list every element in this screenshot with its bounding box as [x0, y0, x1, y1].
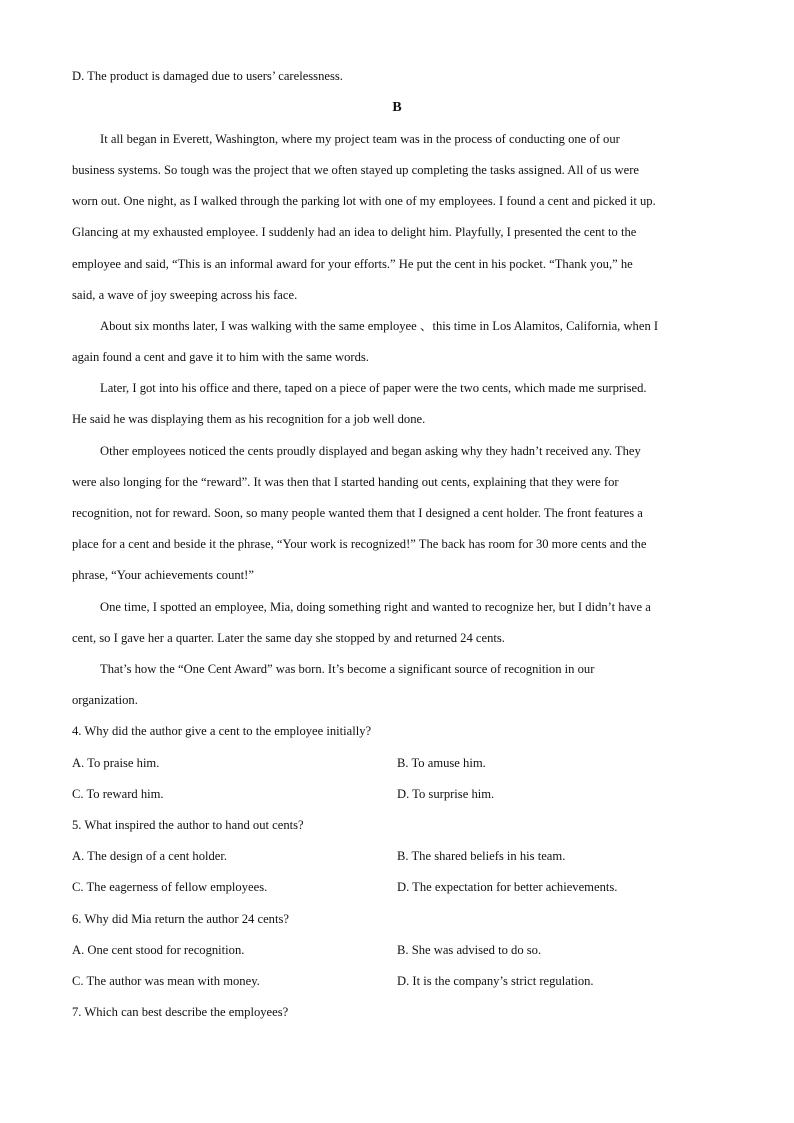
question-stem: 5. What inspired the author to hand out cents? [72, 818, 304, 832]
question-stem: 6. Why did Mia return the author 24 cents? [72, 912, 289, 926]
question-stem: 4. Why did the author give a cent to the employee initially? [72, 724, 372, 738]
passage-line: employee and said, “This is an informal award for your efforts.” He put the cent in his pocket. “Thank you,” he [72, 257, 633, 271]
passage-line: were also longing for the “reward”. It was then that I started handing out cents, explaining that they were for [72, 475, 619, 489]
passage-line: Later, I got into his office and there, taped on a piece of paper were the two cents, which made me surprised. [100, 381, 647, 395]
passage-line: business systems. So tough was the project that we often stayed up completing the tasks assigned. All of us were [72, 163, 639, 177]
option-d: D. The expectation for better achievements. [397, 880, 618, 894]
option-c: C. The author was mean with money. [72, 974, 260, 988]
previous-question-option-d: D. The product is damaged due to users’ carelessness. [72, 69, 343, 83]
passage-line: cent, so I gave her a quarter. Later the same day she stopped by and returned 24 cents. [72, 631, 505, 645]
option-b: B. She was advised to do so. [397, 943, 542, 957]
question-stem: 7. Which can best describe the employees? [72, 1005, 289, 1019]
option-d: D. It is the company’s strict regulation. [397, 974, 594, 988]
section-heading: B [392, 100, 402, 115]
passage-line: He said he was displaying them as his recognition for a job well done. [72, 412, 426, 426]
passage-line: One time, I spotted an employee, Mia, doing something right and wanted to recognize her, but I didn’t have a [100, 600, 651, 614]
passage-line: organization. [72, 693, 138, 707]
option-a: A. To praise him. [72, 756, 160, 770]
passage-line: recognition, not for reward. Soon, so many people wanted them that I designed a cent holder. The front features a [72, 506, 643, 520]
option-a: A. One cent stood for recognition. [72, 943, 245, 957]
passage-line: worn out. One night, as I walked through the parking lot with one of my employees. I found a cent and picked it up. [72, 194, 656, 208]
option-c: C. The eagerness of fellow employees. [72, 880, 268, 894]
option-b: B. The shared beliefs in his team. [397, 849, 566, 863]
passage-line: It all began in Everett, Washington, where my project team was in the process of conducting one of our [100, 132, 620, 146]
passage-line: That’s how the “One Cent Award” was born. It’s become a significant source of recognition in our [100, 662, 595, 676]
option-b: B. To amuse him. [397, 756, 486, 770]
passage-line: Other employees noticed the cents proudly displayed and began asking why they hadn’t received any. They [100, 444, 641, 458]
passage-line: again found a cent and gave it to him with the same words. [72, 350, 369, 364]
passage-line: About six months later, I was walking with the same employee 、this time in Los Alamitos, California, when I [100, 319, 659, 333]
passage-line: Glancing at my exhausted employee. I suddenly had an idea to delight him. Playfully, I presented the cent to the [72, 225, 637, 239]
passage-line: said, a wave of joy sweeping across his face. [72, 288, 298, 302]
passage-line: place for a cent and beside it the phrase, “Your work is recognized!” The back has room for 30 more cents and the [72, 537, 647, 551]
option-a: A. The design of a cent holder. [72, 849, 228, 863]
option-c: C. To reward him. [72, 787, 164, 801]
passage-line: phrase, “Your achievements count!” [72, 568, 254, 582]
option-d: D. To surprise him. [397, 787, 495, 801]
